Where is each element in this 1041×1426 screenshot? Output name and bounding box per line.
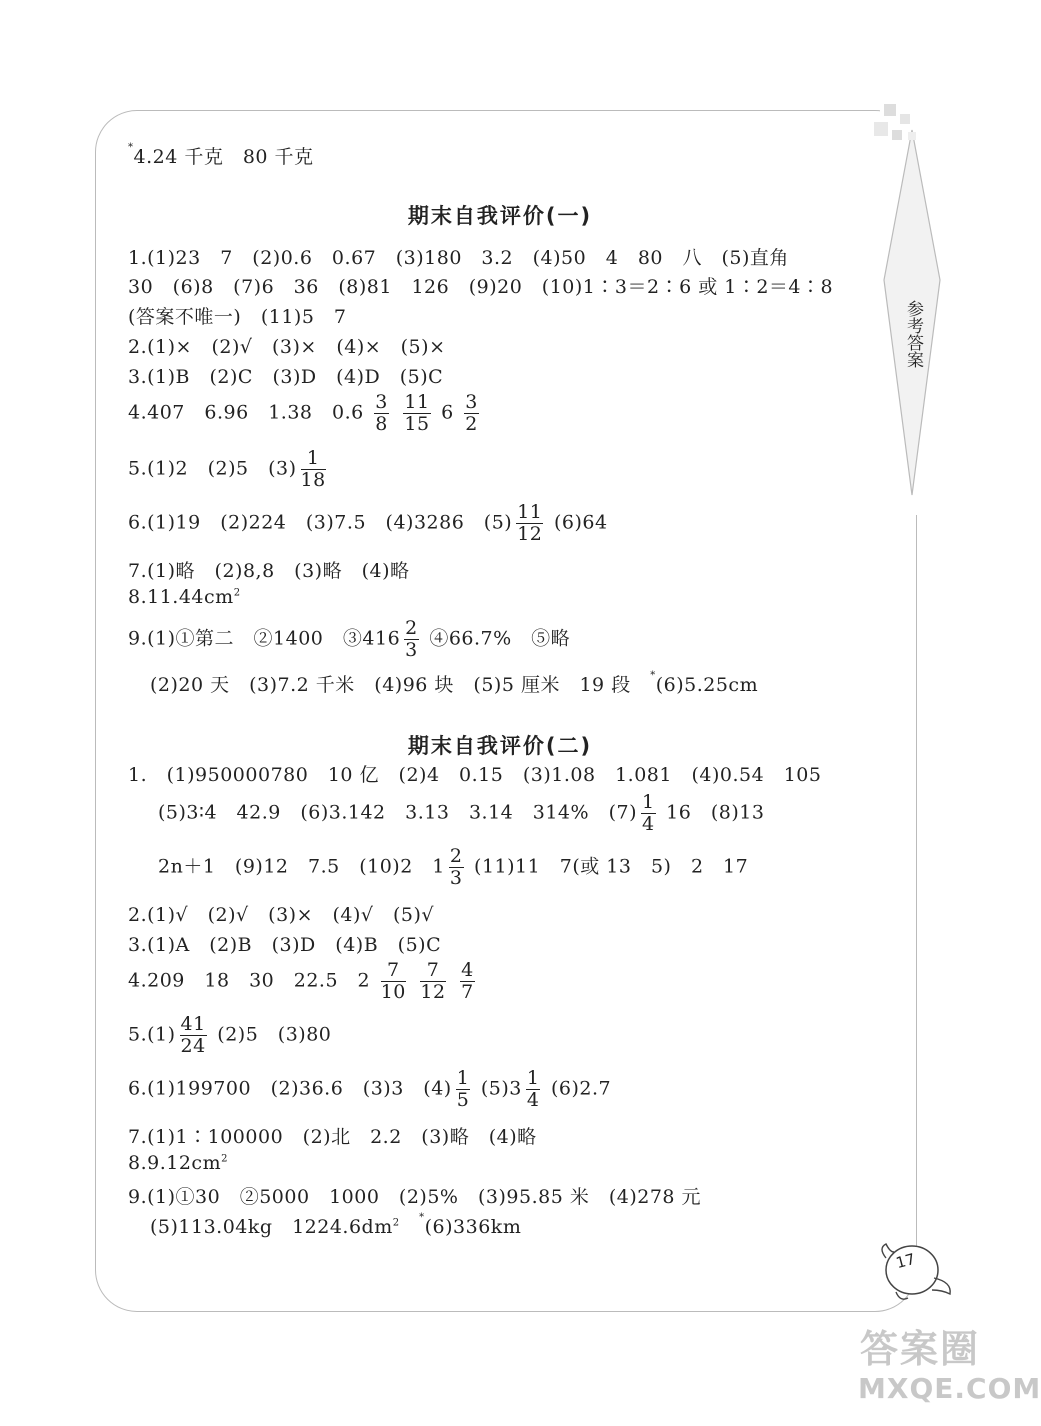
s2-line-7 [128, 1014, 331, 1057]
section2-title: 期末自我评价(二) [407, 734, 593, 758]
fraction: $\frac{2}{3}$ [449, 845, 463, 889]
s2-line-1: 1. (1)950000780 10 亿 (2)4 0.15 (3)1.08 1.081 (4)0.54 105 [128, 764, 822, 786]
s1-q9-text: 9.(1)①第二 ②1400 ③416 [128, 627, 401, 650]
superscript: 2 [233, 587, 241, 599]
s2-line-12 [150, 1212, 521, 1239]
s2-q6-text: 6.(1)199700 (2)36.6 (3)3 (4) [128, 1077, 452, 1100]
section1-title: 期末自我评价(一) [407, 204, 593, 228]
s2-q5-suffix: (2)5 (3)80 [217, 1023, 332, 1046]
s2-q4-text: 4.209 18 30 22.5 2 [128, 969, 371, 992]
s1-q4-text: 4.407 6.96 1.38 0.6 [128, 401, 364, 424]
fraction: $\frac{11}{12}$ [517, 501, 543, 545]
s2-line-10 [128, 1152, 228, 1174]
s1-line-9: 7.(1)略 (2)8,8 (3)略 (4)略 [128, 560, 410, 582]
s1-q9-suffix: ④66.7% ⑤略 [429, 627, 571, 650]
s2-line-3 [158, 846, 748, 889]
superscript: 2 [392, 1217, 400, 1229]
watermark-logo: 答案圈 [860, 1327, 981, 1371]
s1-line-8 [128, 502, 608, 545]
s2-q1c-text: 2n＋1 (9)12 7.5 (10)2 1 [158, 855, 445, 878]
top-line-text: 4.24 千克 80 千克 [133, 146, 314, 168]
s2-q5-text: 5.(1) [128, 1023, 176, 1046]
asterisk-mark: * [128, 142, 134, 153]
fraction: $\frac{1}{18}$ [300, 447, 326, 491]
s1-q5-text: 5.(1)2 (2)5 (3) [128, 457, 297, 480]
s1-line-11 [128, 618, 570, 661]
fraction: $\frac{3}{8}$ [375, 391, 388, 435]
asterisk-mark: * [650, 670, 656, 681]
s1-q6-suffix: (6)64 [553, 511, 608, 534]
s2-q6-suffix: (6)2.7 [551, 1077, 612, 1100]
s2-line-9: 7.(1)1∶100000 (2)北 2.2 (3)略 (4)略 [128, 1126, 537, 1148]
fraction: $\frac{11}{15}$ [404, 391, 430, 435]
s2-q8-text: 8.9.12cm [128, 1152, 222, 1174]
s1-q6-text: 6.(1)19 (2)224 (3)7.5 (4)3286 (5) [128, 511, 513, 534]
decor-squares-icon [868, 100, 928, 150]
s1-line-4: 2.(1)× (2)√ (3)× (4)× (5)× [128, 336, 446, 358]
mascot-icon [872, 1238, 962, 1308]
s1-line-5: 3.(1)B (2)C (3)D (4)D (5)C [128, 366, 444, 388]
superscript: 2 [221, 1153, 228, 1165]
s2-q1b-text: (5)3∶4 42.9 (6)3.142 3.13 3.14 314% (7) [158, 801, 637, 824]
fraction: $\frac{41}{24}$ [180, 1013, 206, 1057]
fraction: $\frac{1}{4}$ [642, 791, 655, 835]
watermark-url: MXQE.COM [858, 1372, 1041, 1405]
s1-line-12 [150, 670, 758, 697]
side-tab-label: 参考答案 [903, 300, 923, 368]
s2-q9b-tail: (6)336km [424, 1216, 522, 1238]
s1-q4-mid: 6 [441, 401, 454, 424]
s1-line-1: 1.(1)23 7 (2)0.6 0.67 (3)180 3.2 (4)50 4 80 八 (5)直角 [128, 247, 789, 269]
s2-q9b-text: (5)113.04kg 1224.6dm [150, 1216, 393, 1238]
s1-line-2: 30 (6)8 (7)6 36 (8)81 126 (9)20 (10)1∶3＝2∶6 或 1∶2＝4∶8 [128, 276, 834, 298]
fraction: $\frac{1}{5}$ [456, 1067, 470, 1111]
fraction: $\frac{4}{7}$ [461, 959, 474, 1003]
s1-q9b-text: (2)20 天 (3)7.2 千米 (4)96 块 (5)5 厘米 19 段 [150, 674, 631, 696]
s2-line-4: 2.(1)√ (2)√ (3)× (4)√ (5)√ [128, 904, 435, 926]
s2-line-2 [158, 792, 764, 835]
s1-line-7 [128, 448, 330, 491]
s1-line-10 [128, 586, 241, 608]
s2-q6-mid: (5)3 [480, 1077, 522, 1100]
s1-q8-text: 8.11.44cm [128, 586, 234, 608]
fraction: $\frac{3}{2}$ [465, 391, 478, 435]
s2-q1c-suffix: (11)11 7(或 13 5) 2 17 [474, 855, 749, 878]
s2-line-5: 3.(1)A (2)B (3)D (4)B (5)C [128, 934, 442, 956]
s2-line-8 [128, 1068, 611, 1111]
s2-line-11: 9.(1)①30 ②5000 1000 (2)5% (3)95.85 米 (4)278 元 [128, 1186, 702, 1208]
s1-q9b-tail: (6)5.25cm [655, 674, 759, 696]
fraction: $\frac{7}{10}$ [380, 959, 406, 1003]
s2-q1b-suffix: 16 (8)13 [666, 801, 765, 824]
fraction: $\frac{1}{4}$ [526, 1067, 540, 1111]
asterisk-mark: * [419, 1212, 425, 1223]
s1-line-6 [128, 392, 483, 435]
s1-line-3: (答案不唯一) (11)5 7 [128, 306, 347, 328]
fraction: $\frac{2}{3}$ [405, 617, 418, 661]
s2-line-6 [128, 960, 479, 1003]
page-number: 17 [893, 1249, 918, 1273]
top-line [128, 142, 314, 169]
fraction: $\frac{7}{12}$ [420, 959, 446, 1003]
